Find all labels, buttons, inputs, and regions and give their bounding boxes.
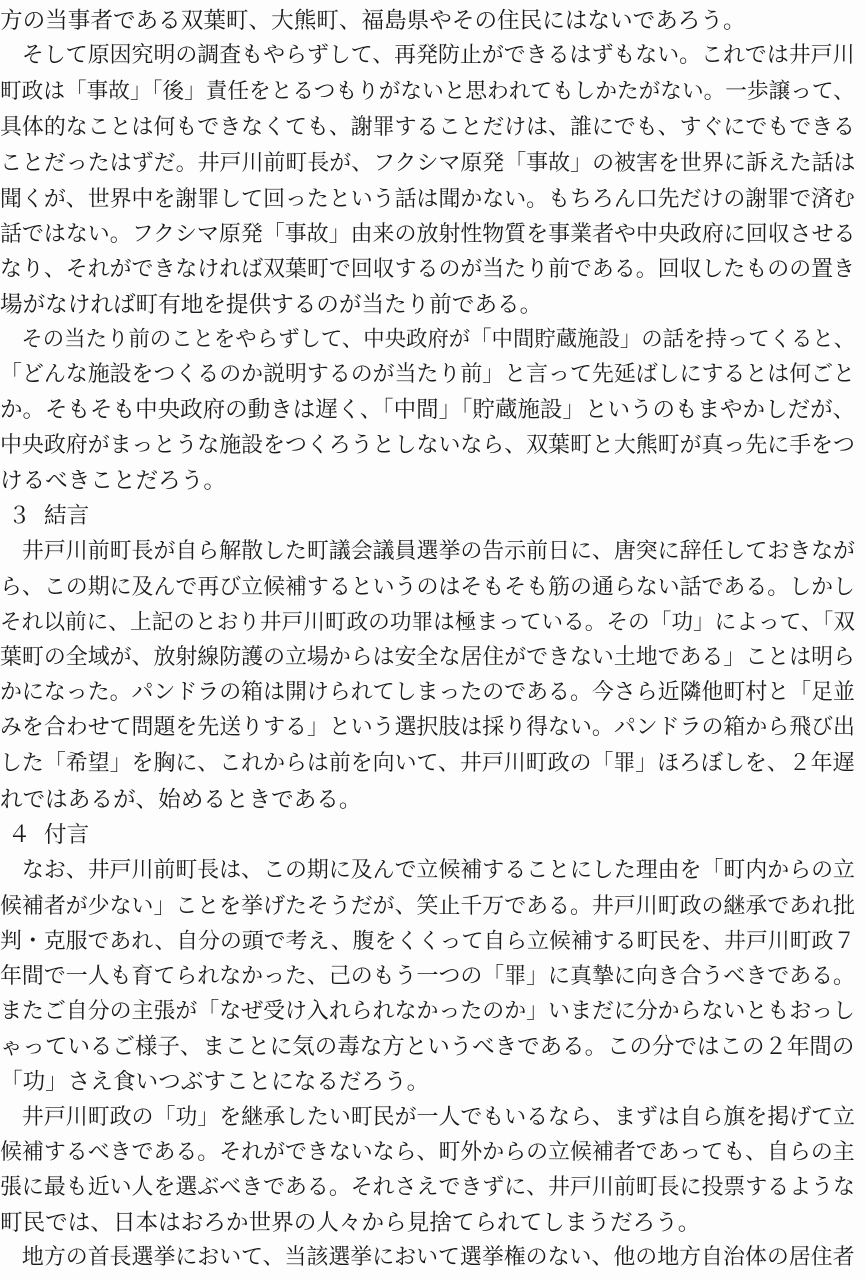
section-heading-3 xyxy=(8,498,89,534)
text-line: 「どんな施設をつくるのか説明するのが当たり前」と言って先延ばしにするとは何ごと xyxy=(0,362,855,387)
text-line: 話ではない。フクシマ原発「事故」由来の放射性物質を事業者や中央政府に回収させる xyxy=(0,222,856,247)
text-line: その当たり前のことをやらずして、中央政府が「中間貯蔵施設」の話を持ってくると、 xyxy=(0,327,856,352)
text-line: ことだったはずだ。井戸川前町長が、フクシマ原発「事故」の被害を世界に訴えた話は xyxy=(0,151,856,176)
text-line: 中央政府がまっとうな施設をつくろうとしないなら、双葉町と大熊町が真っ先に手をつ xyxy=(0,433,855,458)
section-heading-4 xyxy=(8,817,89,853)
section-number: ３ xyxy=(8,503,31,529)
text-line: 張に最も近い人を選ぶべきである。それさえできずに、井戸川前町長に投票するような xyxy=(0,1175,855,1200)
text-line: 候補するべきである。それができないなら、町外からの立候補者であっても、自らの主 xyxy=(0,1140,855,1165)
text-line: なり、それができなければ双葉町で回収するのが当たり前である。回収したものの置き xyxy=(0,257,855,282)
text-line: か。そもそも中央政府の動きは遅く、「中間」「貯蔵施設」というのもまやかしだが、 xyxy=(0,397,856,423)
text-line: それ以前に、上記のとおり井戸川町政の功罪は極まっている。その「功」によって、「双 xyxy=(0,610,855,635)
text-line: 町政は「事故」「後」責任をとるつもりがないと思われてもしかたがない。一歩譲って、 xyxy=(0,79,855,104)
text-line: 判・克服であれ、自分の頭で考え、腹をくくって自ら立候補する町民を、井戸川町政７ xyxy=(0,929,856,954)
text-line: ら、この期に及んで再び立候補するというのはそもそも筋の通らない話である。しかし xyxy=(0,575,855,600)
text-line: またご自分の主張が「なぜ受け入れられなかったのか」いまだに分からないともおっし xyxy=(0,999,855,1024)
text-line: 井戸川前町長が自ら解散した町議会議員選挙の告示前日に、唐突に辞任しておきなが xyxy=(0,539,855,564)
text-line: 聞くが、世界中を謝罪して回ったという話は聞かない。もちろん口先だけの謝罪で済む xyxy=(0,187,855,212)
text-line: れではあるが、始めるときである。 xyxy=(0,787,362,813)
section-title: 付言 xyxy=(44,822,90,848)
section-title: 結言 xyxy=(44,503,90,529)
text-line: 年間で一人も育てられなかった、己のもう一つの「罪」に真摯に向き合うべきである。 xyxy=(0,964,855,989)
text-line: 「功」さえ食いつぶすことになるだろう。 xyxy=(0,1069,430,1095)
text-line: 方の当事者である双葉町、大熊町、福島県やその住民にはないであろう。 xyxy=(0,8,746,34)
text-line: した「希望」を胸に、これからは前を向いて、井戸川町政の「罪」ほろぼしを、２年遅 xyxy=(0,751,855,776)
text-line: 候補者が少ない」ことを挙げたそうだが、笑止千万である。井戸川町政の継承であれ批 xyxy=(0,894,855,919)
text-line: 井戸川町政の「功」を継承したい町民が一人でもいるなら、まずは自ら旗を掲げて立 xyxy=(0,1105,855,1130)
section-number: ４ xyxy=(8,822,31,848)
text-line: 町民では、日本はおろか世界の人々から見捨てられてしまうだろう。 xyxy=(0,1210,701,1236)
text-line: 場がなければ町有地を提供するのが当たり前である。 xyxy=(0,292,543,318)
text-line: かになった。パンドラの箱は開けられてしまったのである。今さら近隣他町村と「足並 xyxy=(0,680,855,705)
text-line: そして原因究明の調査もやらずして、再発防止ができるはずもない。これでは井戸川 xyxy=(0,43,855,68)
text-line: 具体的なことは何もできなくても、謝罪することだけは、誰にでも、すぐにでもできる xyxy=(0,115,855,140)
text-line: 地方の首長選挙において、当該選挙において選挙権のない、他の地方自治体の居住者 xyxy=(0,1245,855,1270)
text-line: なお、井戸川前町長は、この期に及んで立候補することにした理由を「町内からの立 xyxy=(0,858,855,883)
text-line: けるべきことだろう。 xyxy=(0,468,226,494)
text-line: 葉町の全域が、放射線防護の立場からは安全な居住ができない土地である」ことは明ら xyxy=(0,645,855,670)
text-line: ゃっているご様子、まことに気の毒な方というべきである。この分ではこの２年間の xyxy=(0,1034,855,1060)
text-line: みを合わせて問題を先送りする」という選択肢は採り得ない。パンドラの箱から飛び出 xyxy=(0,715,855,740)
